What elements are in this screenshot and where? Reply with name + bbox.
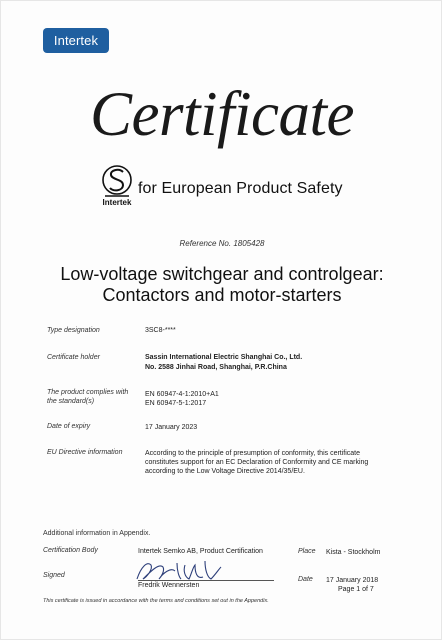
place-label: Place <box>298 548 316 555</box>
subtitle: for European Product Safety <box>138 180 343 197</box>
page-number: Page 1 of 7 <box>338 586 374 593</box>
directive-text-line-1: According to the principle of presumption of conformity, this certificate <box>145 450 361 457</box>
certification-body-value: Intertek Semko AB, Product Certification <box>138 548 263 555</box>
standards-label-line-2: the standard(s) <box>47 398 95 405</box>
expiry-label: Date of expiry <box>47 423 91 430</box>
standard-1: EN 60947-4-1:2010+A1 <box>145 391 219 398</box>
expiry-value: 17 January 2023 <box>145 424 198 431</box>
holder-address: No. 2588 Jinhai Road, Shanghai, P.R.China <box>145 364 287 371</box>
product-line-2: Contactors and motor-starters <box>102 285 342 305</box>
signature-line <box>138 580 274 581</box>
directive-text-line-3: according to the Low Voltage Directive 2014/35/EU. <box>145 468 305 475</box>
signer-name: Fredrik Wennersten <box>138 582 200 589</box>
footer-note: This certificate is issued in accordance with the terms and conditions set out in the Appendix. <box>43 598 269 604</box>
mark-label: Intertek <box>102 198 132 207</box>
holder-name: Sassin International Electric Shanghai Co., Ltd. <box>145 354 303 361</box>
type-designation-value: 3SC8-**** <box>145 327 176 334</box>
place-value: Kista - Stockholm <box>326 549 381 556</box>
signed-label: Signed <box>43 572 65 579</box>
certificate-title: Certificate <box>90 79 354 149</box>
date-value: 17 January 2018 <box>326 577 379 584</box>
type-designation-label: Type designation <box>47 327 100 334</box>
reference-number: Reference No. 1805428 <box>179 239 265 248</box>
product-title <box>1 264 442 306</box>
directive-label: EU Directive information <box>47 449 123 456</box>
standard-2: EN 60947-5-1:2017 <box>145 400 207 407</box>
date-label: Date <box>298 576 313 583</box>
intertek-logo: Intertek <box>43 28 109 53</box>
standards-label-line-1: The product complies with <box>47 389 129 396</box>
product-line-1: Low-voltage switchgear and controlgear: <box>60 264 384 284</box>
directive-text-line-2: constitutes support for an EC Declaration of Conformity and CE marking <box>145 459 369 466</box>
additional-info: Additional information in Appendix. <box>43 530 151 537</box>
certification-body-label: Certification Body <box>43 547 98 554</box>
certificate-holder-label: Certificate holder <box>47 354 100 361</box>
